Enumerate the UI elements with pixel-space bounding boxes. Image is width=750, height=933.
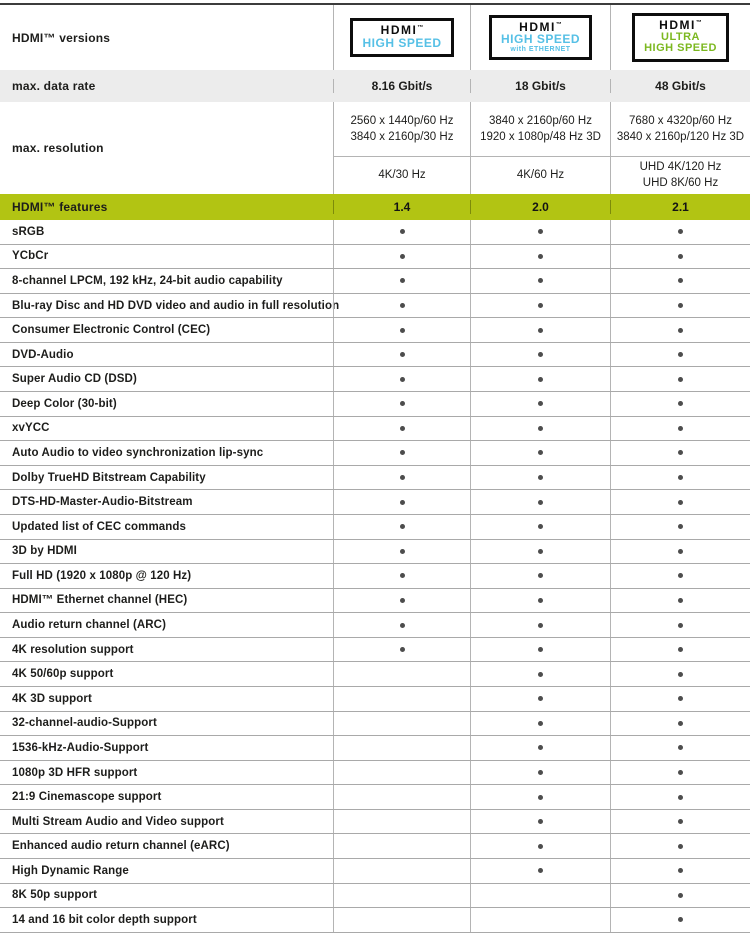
support-dot	[400, 450, 405, 455]
support-dot	[538, 647, 543, 652]
features-list	[0, 220, 750, 933]
support-cell	[470, 417, 610, 441]
badge-text-line: HIGH SPEED	[362, 36, 442, 50]
support-dot	[678, 893, 683, 898]
support-dot	[400, 475, 405, 480]
support-cell	[333, 785, 470, 809]
support-cell	[470, 662, 610, 686]
support-cell	[333, 269, 470, 293]
support-cell	[333, 712, 470, 736]
support-cell	[610, 466, 750, 490]
support-dot	[678, 278, 683, 283]
support-dot	[678, 623, 683, 628]
support-cell	[470, 564, 610, 588]
feature-label: 8-channel LPCM, 192 kHz, 24-bit audio capability	[12, 274, 283, 287]
support-cell	[333, 859, 470, 883]
resolution-top-value: 7680 x 4320p/60 Hz 3840 x 2160p/120 Hz 3D	[616, 114, 745, 143]
support-dot	[678, 672, 683, 677]
support-cell	[470, 859, 610, 883]
feature-row	[0, 269, 750, 294]
feature-row	[0, 736, 750, 761]
support-cell	[333, 540, 470, 564]
support-cell	[333, 662, 470, 686]
hdmi-high-speed-ethernet-badge	[489, 15, 592, 61]
feature-row	[0, 662, 750, 687]
support-dot	[678, 426, 683, 431]
features-header-row	[0, 194, 750, 220]
feature-label: 8K 50p support	[12, 889, 98, 902]
feature-label: 32-channel-audio-Support	[12, 717, 157, 730]
feature-row	[0, 490, 750, 515]
support-dot	[538, 352, 543, 357]
feature-label: Consumer Electronic Control (CEC)	[12, 324, 211, 337]
support-dot	[400, 573, 405, 578]
feature-label: Deep Color (30-bit)	[12, 397, 117, 410]
data-rate-value: 48 Gbit/s	[610, 79, 750, 93]
support-dot	[678, 917, 683, 922]
support-cell	[610, 540, 750, 564]
feature-row	[0, 810, 750, 835]
support-dot	[678, 475, 683, 480]
feature-label: Blu-ray Disc and HD DVD video and audio in full resolution	[12, 299, 340, 312]
feature-row	[0, 589, 750, 614]
resolution-cell	[470, 102, 610, 194]
feature-label: 4K resolution support	[12, 643, 134, 656]
badge-text-line: HIGH SPEED	[644, 42, 717, 55]
support-cell	[610, 294, 750, 318]
support-dot	[678, 500, 683, 505]
feature-label: xvYCC	[12, 422, 50, 435]
feature-label: Enhanced audio return channel (eARC)	[12, 840, 230, 853]
support-cell	[470, 908, 610, 932]
support-cell	[470, 884, 610, 908]
support-cell	[470, 712, 610, 736]
support-cell	[333, 761, 470, 785]
support-cell	[610, 490, 750, 514]
support-dot	[678, 795, 683, 800]
support-dot	[538, 377, 543, 382]
support-cell	[610, 318, 750, 342]
support-dot	[538, 721, 543, 726]
support-dot	[678, 303, 683, 308]
support-cell	[333, 908, 470, 932]
feature-row	[0, 318, 750, 343]
support-cell	[610, 834, 750, 858]
support-cell	[333, 417, 470, 441]
feature-label: Dolby TrueHD Bitstream Capability	[12, 471, 206, 484]
support-cell	[333, 441, 470, 465]
support-dot	[400, 352, 405, 357]
support-dot	[538, 254, 543, 259]
support-cell	[610, 589, 750, 613]
support-cell	[333, 564, 470, 588]
support-dot	[538, 819, 543, 824]
versions-row-label: HDMI™ versions	[12, 30, 111, 45]
support-dot	[538, 500, 543, 505]
support-dot	[678, 328, 683, 333]
support-dot	[678, 573, 683, 578]
support-dot	[678, 450, 683, 455]
support-dot	[678, 770, 683, 775]
feature-row	[0, 712, 750, 737]
badge-text-line: ULTRA	[661, 30, 700, 43]
support-cell	[333, 884, 470, 908]
support-dot	[538, 672, 543, 677]
support-cell	[470, 638, 610, 662]
support-cell	[470, 810, 610, 834]
support-cell	[610, 712, 750, 736]
feature-label: YCbCr	[12, 250, 49, 263]
support-dot	[538, 524, 543, 529]
support-dot	[400, 524, 405, 529]
support-dot	[678, 229, 683, 234]
support-cell	[333, 220, 470, 244]
version-number: 2.1	[610, 200, 750, 214]
feature-row	[0, 859, 750, 884]
support-dot	[538, 229, 543, 234]
feature-label: Audio return channel (ARC)	[12, 619, 167, 632]
support-dot	[678, 745, 683, 750]
support-dot	[538, 278, 543, 283]
support-cell	[610, 392, 750, 416]
support-cell	[333, 466, 470, 490]
data-rate-value: 8.16 Gbit/s	[333, 79, 470, 93]
support-dot	[538, 844, 543, 849]
data-rate-label: max. data rate	[12, 79, 96, 93]
support-dot	[400, 328, 405, 333]
support-cell	[610, 638, 750, 662]
support-cell	[470, 466, 610, 490]
support-cell	[333, 834, 470, 858]
support-dot	[538, 598, 543, 603]
support-dot	[678, 254, 683, 259]
feature-row	[0, 417, 750, 442]
feature-row	[0, 367, 750, 392]
feature-label: HDMI™ Ethernet channel (HEC)	[12, 594, 188, 607]
support-cell	[470, 367, 610, 391]
feature-row	[0, 785, 750, 810]
resolution-row	[0, 102, 750, 194]
support-cell	[470, 490, 610, 514]
feature-label: Multi Stream Audio and Video support	[12, 815, 224, 828]
support-dot	[678, 352, 683, 357]
badge-text-line: with ETHERNET	[510, 45, 571, 53]
badge-cell-ultra-high-speed	[610, 5, 750, 70]
support-cell	[470, 785, 610, 809]
feature-row	[0, 687, 750, 712]
support-dot	[538, 328, 543, 333]
support-dot	[678, 647, 683, 652]
resolution-cell	[610, 102, 750, 194]
feature-row	[0, 613, 750, 638]
support-dot	[678, 844, 683, 849]
support-cell	[610, 343, 750, 367]
support-dot	[538, 303, 543, 308]
support-dot	[678, 819, 683, 824]
support-cell	[470, 589, 610, 613]
support-dot	[400, 549, 405, 554]
support-dot	[400, 229, 405, 234]
support-dot	[400, 254, 405, 259]
feature-label: DVD-Audio	[12, 348, 74, 361]
support-cell	[470, 441, 610, 465]
support-cell	[610, 662, 750, 686]
support-cell	[333, 318, 470, 342]
support-cell	[610, 564, 750, 588]
feature-row	[0, 392, 750, 417]
support-cell	[610, 810, 750, 834]
support-dot	[678, 598, 683, 603]
support-cell	[470, 687, 610, 711]
support-cell	[470, 269, 610, 293]
support-cell	[610, 367, 750, 391]
feature-row	[0, 441, 750, 466]
support-cell	[333, 515, 470, 539]
support-cell	[470, 736, 610, 760]
support-cell	[470, 343, 610, 367]
badge-cell-high-speed	[333, 5, 470, 70]
resolution-top-value: 2560 x 1440p/60 Hz 3840 x 2160p/30 Hz	[350, 114, 454, 143]
support-dot	[678, 524, 683, 529]
feature-label: 21:9 Cinemascope support	[12, 791, 162, 804]
support-dot	[678, 696, 683, 701]
support-cell	[610, 269, 750, 293]
support-dot	[538, 745, 543, 750]
support-cell	[610, 761, 750, 785]
support-cell	[470, 392, 610, 416]
data-rate-value: 18 Gbit/s	[470, 79, 610, 93]
support-dot	[678, 549, 683, 554]
hdmi-ultra-high-speed-badge	[632, 13, 729, 62]
support-cell	[333, 810, 470, 834]
feature-row	[0, 343, 750, 368]
support-cell	[470, 220, 610, 244]
support-cell	[333, 367, 470, 391]
support-cell	[610, 908, 750, 932]
resolution-bottom-value: UHD 4K/120 Hz UHD 8K/60 Hz	[611, 156, 750, 194]
feature-label: Auto Audio to video synchronization lip-sync	[12, 446, 264, 459]
support-cell	[333, 638, 470, 662]
support-dot	[400, 598, 405, 603]
support-cell	[333, 343, 470, 367]
feature-label: 1536-kHz-Audio-Support	[12, 741, 149, 754]
support-cell	[470, 613, 610, 637]
data-rate-row	[0, 70, 750, 102]
support-cell	[333, 613, 470, 637]
support-dot	[400, 426, 405, 431]
support-cell	[610, 441, 750, 465]
hdmi-logo: HDMI™	[519, 19, 562, 34]
support-dot	[678, 401, 683, 406]
support-dot	[400, 278, 405, 283]
support-dot	[400, 500, 405, 505]
support-cell	[333, 294, 470, 318]
support-cell	[470, 515, 610, 539]
feature-row	[0, 884, 750, 909]
feature-row	[0, 220, 750, 245]
badge-text-line: HIGH SPEED	[500, 32, 580, 47]
support-dot	[538, 401, 543, 406]
support-dot	[538, 549, 543, 554]
feature-row	[0, 908, 750, 933]
support-cell	[610, 736, 750, 760]
support-cell	[610, 220, 750, 244]
support-cell	[333, 687, 470, 711]
support-cell	[610, 687, 750, 711]
hdmi-high-speed-badge	[350, 18, 453, 56]
feature-row	[0, 638, 750, 663]
support-dot	[538, 770, 543, 775]
support-dot	[400, 377, 405, 382]
badge-cell-high-speed-ethernet	[470, 5, 610, 70]
feature-label: 1080p 3D HFR support	[12, 766, 138, 779]
support-cell	[470, 761, 610, 785]
versions-row	[0, 5, 750, 70]
support-cell	[610, 859, 750, 883]
support-cell	[610, 417, 750, 441]
feature-row	[0, 540, 750, 565]
support-dot	[538, 475, 543, 480]
feature-label: DTS-HD-Master-Audio-Bitstream	[12, 496, 193, 509]
support-dot	[400, 401, 405, 406]
feature-label: 3D by HDMI	[12, 545, 77, 558]
feature-label: 4K 50/60p support	[12, 668, 114, 681]
support-cell	[610, 884, 750, 908]
resolution-bottom-value: 4K/60 Hz	[471, 156, 610, 194]
support-cell	[470, 294, 610, 318]
support-cell	[333, 245, 470, 269]
feature-row	[0, 761, 750, 786]
feature-label: Super Audio CD (DSD)	[12, 373, 137, 386]
version-number: 1.4	[333, 200, 470, 214]
support-dot	[400, 623, 405, 628]
support-dot	[538, 450, 543, 455]
feature-label: Full HD (1920 x 1080p @ 120 Hz)	[12, 569, 192, 582]
support-dot	[400, 647, 405, 652]
support-cell	[333, 392, 470, 416]
support-dot	[538, 795, 543, 800]
feature-row	[0, 834, 750, 859]
support-dot	[538, 623, 543, 628]
feature-label: 4K 3D support	[12, 692, 92, 705]
hdmi-logo: HDMI™	[659, 18, 702, 33]
resolution-cell	[333, 102, 470, 194]
resolution-bottom-value: 4K/30 Hz	[334, 156, 470, 194]
support-dot	[678, 721, 683, 726]
support-dot	[538, 696, 543, 701]
support-cell	[610, 515, 750, 539]
support-dot	[678, 377, 683, 382]
support-cell	[470, 540, 610, 564]
support-cell	[470, 245, 610, 269]
support-cell	[610, 245, 750, 269]
support-dot	[678, 868, 683, 873]
feature-label: Updated list of CEC commands	[12, 520, 187, 533]
feature-row	[0, 466, 750, 491]
support-cell	[333, 589, 470, 613]
feature-row	[0, 515, 750, 540]
feature-label: 14 and 16 bit color depth support	[12, 913, 197, 926]
feature-label: sRGB	[12, 225, 45, 238]
feature-row	[0, 294, 750, 319]
hdmi-logo: HDMI™	[380, 23, 424, 38]
support-cell	[610, 613, 750, 637]
version-number: 2.0	[470, 200, 610, 214]
support-cell	[333, 736, 470, 760]
support-dot	[400, 303, 405, 308]
features-header-label: HDMI™ features	[12, 200, 108, 214]
resolution-label: max. resolution	[12, 141, 104, 155]
feature-label: High Dynamic Range	[12, 864, 129, 877]
feature-row	[0, 245, 750, 270]
support-cell	[610, 785, 750, 809]
resolution-top-value: 3840 x 2160p/60 Hz 1920 x 1080p/48 Hz 3D	[480, 114, 601, 143]
feature-row	[0, 564, 750, 589]
support-dot	[538, 573, 543, 578]
support-cell	[470, 318, 610, 342]
support-cell	[470, 834, 610, 858]
support-cell	[333, 490, 470, 514]
support-dot	[538, 868, 543, 873]
support-dot	[538, 426, 543, 431]
